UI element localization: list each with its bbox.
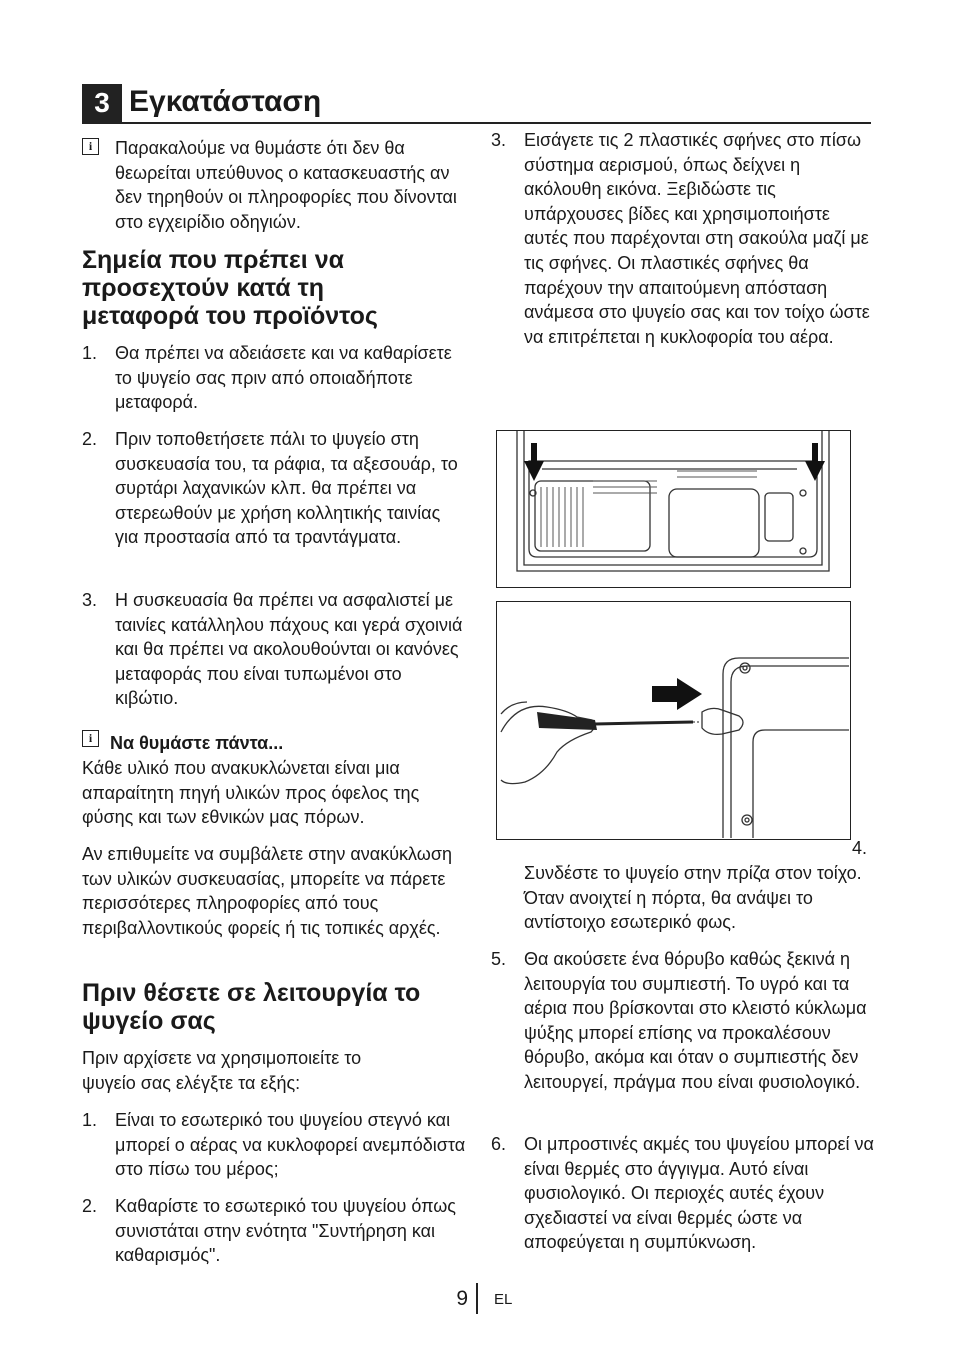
install-item-5 (491, 947, 876, 1095)
operate-item-2 (82, 1194, 467, 1268)
list-text: Καθαρίστε το εσωτερικό του ψυγείου όπως συνιστάται στην ενότητα "Συντήρηση και καθαρισμός". (115, 1196, 456, 1266)
list-number: 2. (82, 1196, 98, 1216)
install-item-4-text: Συνδέστε το ψυγείο στην πρίζα στον τοίχο. Όταν ανοιχτεί η πόρτα, θα ανάψει το αντίστοιχο εσωτερικό φως. (524, 863, 862, 933)
list-text: Είναι το εσωτερικό του ψυγείου στεγνό και μπορεί ο αέρας να κυκλοφορεί ανεμπόδιστα στο πίσω του μέρος; (115, 1110, 466, 1180)
rear-panel-drawing (497, 431, 849, 586)
remember-title: Να θυμάστε πάντα... (110, 733, 284, 753)
transport-item-2 (82, 427, 467, 550)
list-number: 3. (491, 130, 507, 150)
operate-intro: Πριν αρχίσετε να χρησιμοποιείτε το ψυγείο σας ελέγξτε τα εξής: (82, 1048, 362, 1093)
list-text: Πριν τοποθετήσετε πάλι το ψυγείο στη συσκευασία του, τα ράφια, τα αξεσουάρ, το συρτάρι λαχανικών κλπ. θα πρέπει να στερεωθούν με χρήση κολλητικής ταινίας για προστασία από τα τραντάγματα. (115, 429, 458, 548)
transport-item-3 (82, 588, 467, 711)
notice-text: Παρακαλούμε να θυμάστε ότι δεν θα θεωρείται υπεύθυνος ο κατασκευαστής αν δεν τηρηθούν οι πληροφορίες που δίνονται στο εγχειρίδιο οδηγιών. (115, 138, 457, 232)
screwdriver-figure (496, 601, 851, 840)
rear-ventilation-figure (496, 430, 851, 588)
list-number: 1. (82, 1110, 98, 1130)
remember-text: Κάθε υλικό που ανακυκλώνεται είναι μια απαραίτητη πηγή υλικών προς όφελος της φύσης και των εθνικών μας πόρων. (82, 758, 420, 828)
install-item-3 (491, 128, 876, 349)
operate-item-1 (82, 1108, 467, 1182)
list-number: 5. (491, 949, 507, 969)
list-number: 2. (82, 429, 98, 449)
list-number: 6. (491, 1134, 507, 1154)
list-text: Οι μπροστινές ακμές του ψυγείου μπορεί να είναι θερμές στο άγγιγμα. Αυτό είναι φυσιολογικό. Οι περιοχές αυτές έχουν σχεδιαστεί να είναι θερμές ώστε να αποφεύγεται η συμπύκνωση. (524, 1134, 874, 1253)
section-number-badge: 3 (82, 84, 122, 122)
header-rule (82, 122, 871, 124)
page-title: Εγκατάσταση (129, 85, 322, 118)
list-number: 1. (82, 343, 98, 363)
install-item-6 (491, 1132, 876, 1255)
list-text: Θα ακούσετε ένα θόρυβο καθώς ξεκινά η λειτουργία του συμπιεστή. Το υγρό και τα αέρια που βρίσκονται στο κλειστό κύκλωμα ψύξης μπορεί επίσης να προκαλέσουν θόρυβο, ακόμα και όταν ο συμπιεστής δεν λειτουργεί, πράγμα που είναι φυσιολογικό. (524, 949, 867, 1092)
list-text: Εισάγετε τις 2 πλαστικές σφήνες στο πίσω σύστημα αερισμού, όπως δείχνει η ακόλουθη εικόνα. Ξεβιδώστε τις υπάρχουσες βίδες και χρησιμοποιήστε αυτές που παρέχονται στη σακούλα μαζί με τις σφήνες. Οι πλαστικές σφήνες θα παρέχουν την απαιτούμενη απόσταση ανάμεσα στο ψυγείο σας και τον τοίχο ώστε να επιτρέπεται η κυκλοφορία του αέρα. (524, 130, 870, 347)
transport-heading: Σημεία που πρέπει να προσεχτούν κατά τη μεταφορά του προϊόντος (82, 246, 378, 330)
list-text: Θα πρέπει να αδειάσετε και να καθαρίσετε το ψυγείο σας πριν από οποιαδήποτε μεταφορά. (115, 343, 452, 413)
transport-item-1 (82, 341, 467, 415)
list-text: Η συσκευασία θα πρέπει να ασφαλιστεί με ταινίες κατάλληλου πάχους και γερά σχοινιά και θα πρέπει να ακολουθούνται οι κανόνες μεταφοράς που είναι τυπωμένοι στο κιβώτιο. (115, 590, 463, 709)
operate-heading: Πριν θέσετε σε λειτουργία το ψυγείο σας (82, 979, 421, 1035)
page-number: 9 (456, 1287, 468, 1310)
recycle-text: Αν επιθυμείτε να συμβάλετε στην ανακύκλωση των υλικών συσκευασίας, μπορείτε να πάρετε περισσότερες πληροφορίες από τους περιβαλλοντικούς φορείς ή τις τοπικές αρχές. (82, 844, 452, 938)
list-number: 3. (82, 590, 98, 610)
footer-divider (476, 1283, 478, 1314)
language-code: EL (494, 1291, 513, 1308)
info-icon: i (82, 730, 99, 747)
install-item-4-number: 4. (852, 838, 868, 858)
screwdriver-drawing (497, 602, 849, 838)
info-icon: i (82, 138, 99, 155)
